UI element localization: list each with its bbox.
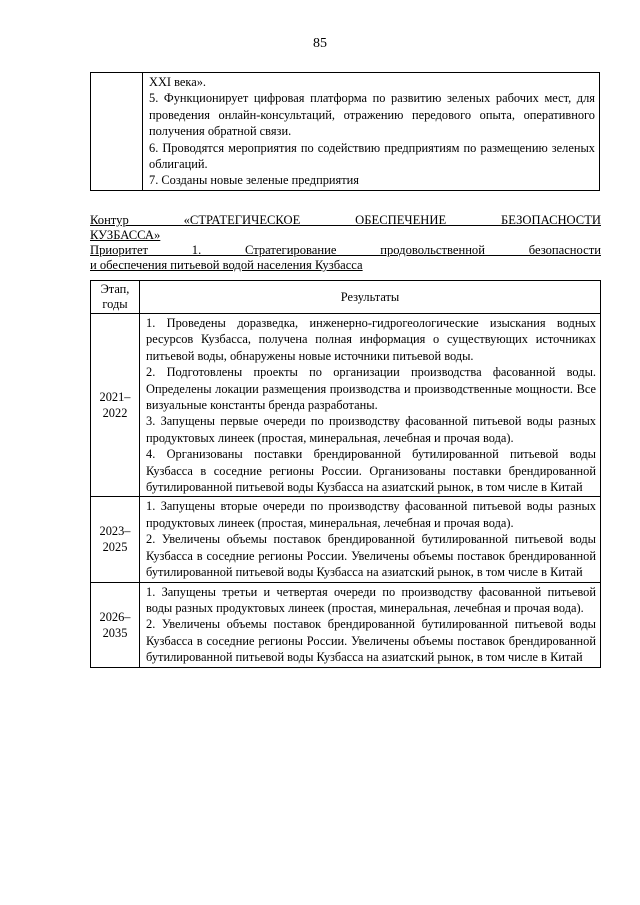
priority-title-cont: и обеспечения питьевой водой населения Кузбасса	[90, 258, 363, 272]
years-line: 2035	[102, 625, 128, 640]
years-line: 2021–	[99, 390, 131, 405]
stage-years	[91, 314, 140, 497]
result-item: 3. Запущены первые очереди по производству фасованной питьевой воды разных продуктовых линеек (простая, минеральная, лечебная и прочая вода).	[146, 414, 596, 445]
results-table	[90, 280, 601, 668]
years-line: 2026–	[99, 609, 131, 624]
result-item: 1. Запущены вторые очереди по производству фасованной питьевой воды разных продуктовых линеек (простая, минеральная, лечебная и прочая вода).	[146, 499, 596, 530]
header-stage-line: годы	[102, 297, 128, 311]
page-number: 85	[313, 36, 327, 51]
continuation-results-cell	[143, 73, 600, 191]
result-item: 4. Организованы поставки брендированной бутилированной питьевой воды Кузбасса в соседние регионы России. Организованы поставки брендированной бутилированной питьевой воды Кузбасса на азиатский рынок, в том числе в Китай	[146, 447, 596, 495]
results-cell	[140, 582, 601, 667]
continuation-line: 6. Проводятся мероприятия по содействию предприятиям по размещению зеленых облигаций.	[149, 140, 595, 172]
section-heading	[90, 213, 601, 273]
result-item: 1. Проведены доразведка, инженерно-гидрогеологические изыскания водных ресурсов Кузбасса, получена полная информация о существующих источниках питьевой воды, обнаружены новые источники питьевой воды.	[146, 316, 596, 363]
header-stage	[91, 281, 140, 314]
continuation-row	[91, 73, 600, 191]
continuation-line: 5. Функционирует цифровая платформа по развитию зеленых рабочих мест, для проведения онлайн-консультаций, отражению передового опыта, оперативного получения обратной связи.	[149, 91, 595, 139]
result-item: 2. Увеличены объемы поставок брендированной бутилированной питьевой воды Кузбасса в соседние регионы России. Увеличены объемы поставок брендированной бутилированной питьевой воды Кузбасса на азиатский рынок, в том числе в Китай	[146, 617, 596, 665]
stage-years	[91, 497, 140, 582]
table-row	[91, 497, 601, 582]
continuation-line: XXI века».	[149, 75, 207, 89]
header-results: Результаты	[140, 281, 601, 314]
continuation-stage-cell	[91, 73, 143, 191]
results-cell	[140, 314, 601, 497]
contour-title: Контур «СТРАТЕГИЧЕСКОЕ ОБЕСПЕЧЕНИЕ БЕЗОПАСНОСТИ	[90, 213, 601, 227]
years-line: 2025	[102, 540, 128, 555]
result-item: 1. Запущены третьи и четвертая очереди по производству фасованной питьевой воды разных продуктовых линеек (простая, минеральная, лечебная и прочая вода).	[146, 584, 596, 615]
table-row	[91, 314, 601, 497]
table-header-row	[91, 281, 601, 314]
stage-years	[91, 582, 140, 667]
contour-title-cont: КУЗБАССА»	[90, 228, 161, 242]
result-item: 2. Подготовлены проекты по организации производства фасованной воды. Определены локации размещения производства и производственные мощности. Все визуальные константы бренда разработаны.	[146, 365, 596, 413]
table-row	[91, 582, 601, 667]
years-line: 2022	[102, 406, 128, 421]
header-stage-line: Этап,	[100, 282, 130, 296]
continuation-table	[90, 72, 600, 191]
results-cell	[140, 497, 601, 582]
continuation-line: 7. Созданы новые зеленые предприятия	[149, 173, 359, 188]
priority-title: Приоритет 1. Стратегирование продовольственной безопасности	[90, 243, 601, 257]
result-item: 2. Увеличены объемы поставок брендированной бутилированной питьевой воды Кузбасса в соседние регионы России. Увеличены объемы поставок брендированной бутилированной питьевой воды Кузбасса на азиатский рынок, в том числе в Китай	[146, 532, 596, 580]
years-line: 2023–	[99, 524, 131, 539]
